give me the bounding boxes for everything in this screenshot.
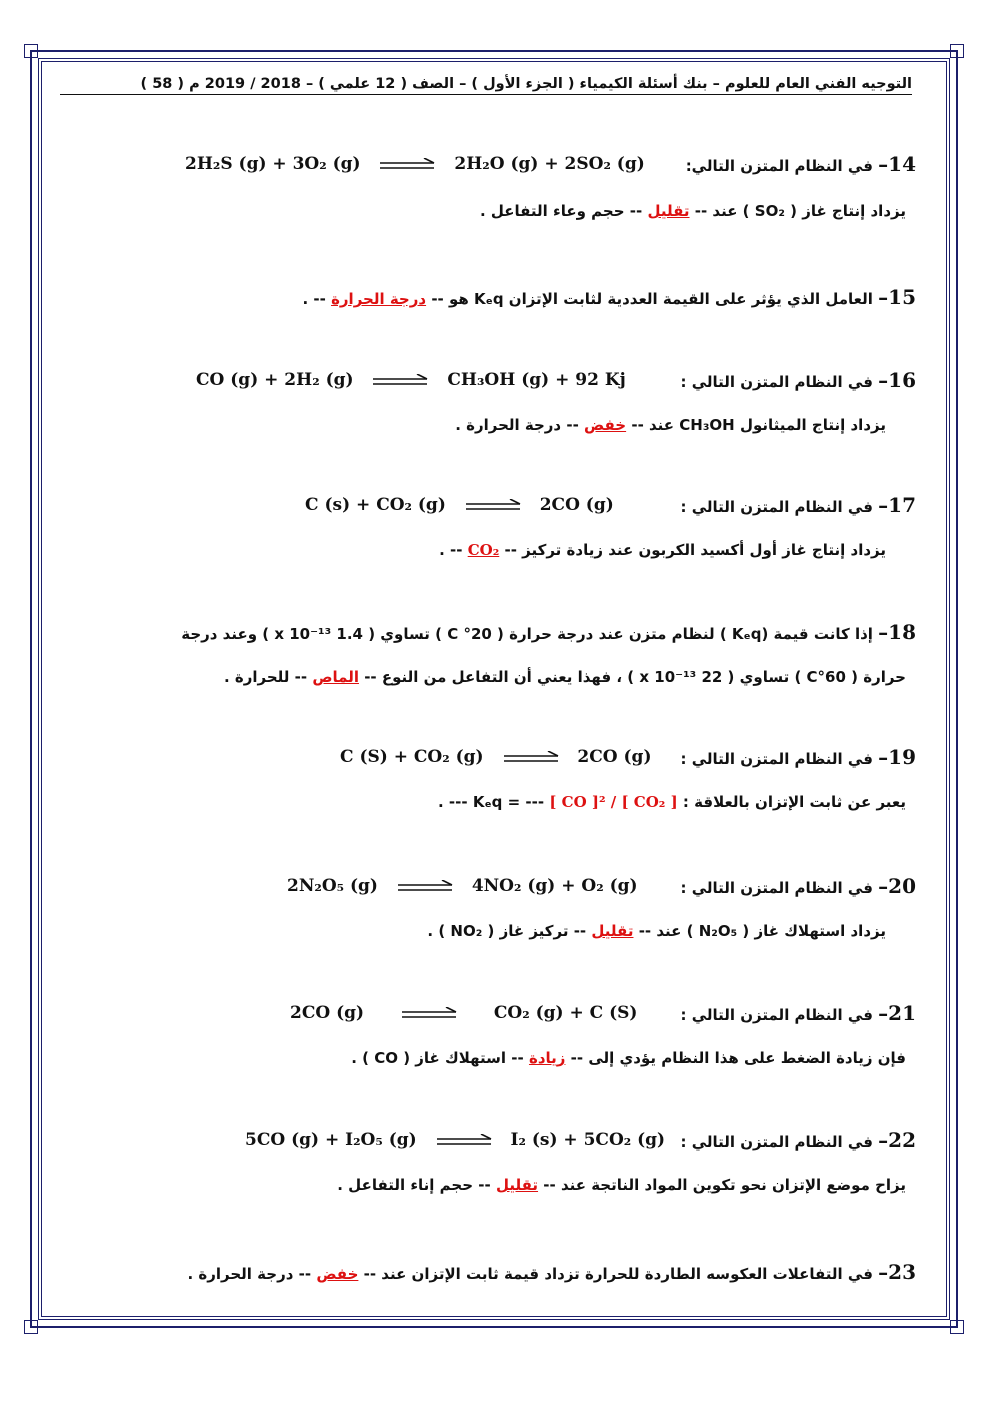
question-text: يزداد استهلاك غاز ( N₂O₅ ) عند -- [638,922,886,940]
border-corner [24,44,38,58]
equilibrium-arrow-icon [371,374,429,388]
question-text: إذا كانت قيمة (Kₑq ) لنظام متزن عند درجة حرارة ( 20° C ) تساوي ( 1.4 x 10⁻¹³ ) وعند درجة [181,625,873,643]
question-stem: في النظام المتزن التالي: [685,157,873,175]
equilibrium-arrow-icon [502,751,560,765]
answer: زيادة [528,1049,566,1067]
page-header: التوجيه الفني العام للعلوم – بنك أسئلة الكيمياء ( الجزء الأول ) – الصف ( 12 علمي ) – 2018 / 2019 م ( 58 ) [60,76,912,95]
question-text: -- . [302,290,326,308]
question-23 [120,1260,916,1300]
equation-16 [196,370,626,390]
question-text: -- درجة الحرارة . [455,416,579,434]
equation-20 [287,876,638,896]
question-text: في التفاعلات العكوسه الطاردة للحرارة تزداد قيمة ثابت الإتزان عند -- [363,1265,873,1283]
question-text: -- حجم إناء التفاعل . [337,1176,491,1194]
border-corner [950,1320,964,1334]
question-text: حرارة ( 60°C ) تساوي ( 22 x 10⁻¹³ ) ، فهذا يعني أن التفاعل من النوع -- [364,668,906,686]
question-text: يعبر عن ثابت الإتزان بالعلاقة : Kₑq = --- [472,793,906,811]
reactants: CO (g) + 2H₂ (g) [196,370,354,390]
equilibrium-arrow-icon [435,1134,493,1148]
question-number: 19– [878,745,916,769]
question-number: 21– [878,1001,916,1025]
equation-17 [305,495,614,515]
answer: الماص [312,668,359,686]
question-number: 18– [878,620,916,644]
question-number: 14– [878,152,916,176]
equilibrium-arrow-icon [396,880,454,894]
border-corner [24,1320,38,1334]
question-stem: في النظام المتزن التالي : [680,498,873,516]
question-number: 16– [878,368,916,392]
products: I₂ (s) + 5CO₂ (g) [510,1130,666,1150]
reactants: C (S) + CO₂ (g) [340,747,484,767]
answer: تقليل [591,922,634,940]
equilibrium-arrow-icon [400,1007,458,1021]
answer: خفض [316,1265,359,1283]
products: CH₃OH (g) + 92 Kj [447,370,626,390]
equation-21 [290,1003,637,1023]
reactants: 5CO (g) + I₂O₅ (g) [245,1130,417,1150]
answer: تقليل [647,202,690,220]
answer: درجة الحرارة [331,290,427,308]
question-text: -- تركيز غاز ( NO₂ ) . [427,922,587,940]
question-number: 23– [878,1260,916,1284]
question-text: --- . [438,793,468,811]
answer: خفض [584,416,627,434]
question-stem: في النظام المتزن التالي : [680,373,873,391]
question-text: فإن زيادة الضغط على هذا النظام يؤدي إلى -- [570,1049,906,1067]
equilibrium-arrow-icon [378,158,436,172]
border-corner [950,44,964,58]
question-18 [100,620,916,700]
question-text: يزداد إنتاج غاز أول أكسيد الكربون عند زيادة تركيز -- [504,541,886,559]
question-text: يزداد إنتاج الميثانول CH₃OH عند -- [631,416,886,434]
reactants: 2N₂O₅ (g) [287,876,378,896]
products: 2H₂O (g) + 2SO₂ (g) [454,154,645,174]
products: 2CO (g) [539,495,614,515]
question-text: -- حجم وعاء التفاعل . [479,202,643,220]
products: 2CO (g) [577,747,652,767]
question-text: -- . [439,541,463,559]
products: 4NO₂ (g) + O₂ (g) [471,876,638,896]
equation-14 [185,154,645,174]
question-stem: في النظام المتزن التالي : [680,750,873,768]
question-stem: في النظام المتزن التالي : [680,1006,873,1024]
answer: CO₂ [467,541,500,559]
question-text: يزاح موضع الإتزان نحو تكوين المواد الناتجة عند -- [543,1176,906,1194]
answer: [ CO ]² / [ CO₂ ] [549,793,678,811]
question-15 [110,285,916,325]
question-number: 22– [878,1128,916,1152]
question-text: يزداد إنتاج غاز ( SO₂ ) عند -- [694,202,906,220]
answer: تقليل [495,1176,539,1194]
question-text: العامل الذي يؤثر على القيمة العددية لثابت الإتزان Kₑq هو -- [431,290,873,308]
question-text: -- درجة الحرارة . [187,1265,312,1283]
question-stem: في النظام المتزن التالي : [680,1133,873,1151]
question-text: -- للحرارة . [223,668,308,686]
question-stem: في النظام المتزن التالي : [680,879,873,897]
reactants: 2CO (g) [290,1003,365,1023]
question-text: -- استهلاك غاز ( CO ) . [351,1049,524,1067]
equilibrium-arrow-icon [464,499,522,513]
question-number: 17– [878,493,916,517]
equation-19 [340,747,651,767]
equation-22 [245,1130,665,1150]
reactants: C (s) + CO₂ (g) [305,495,446,515]
products: CO₂ (g) + C (S) [493,1003,638,1023]
reactants: 2H₂S (g) + 3O₂ (g) [185,154,361,174]
question-number: 15– [878,285,916,309]
question-number: 20– [878,874,916,898]
